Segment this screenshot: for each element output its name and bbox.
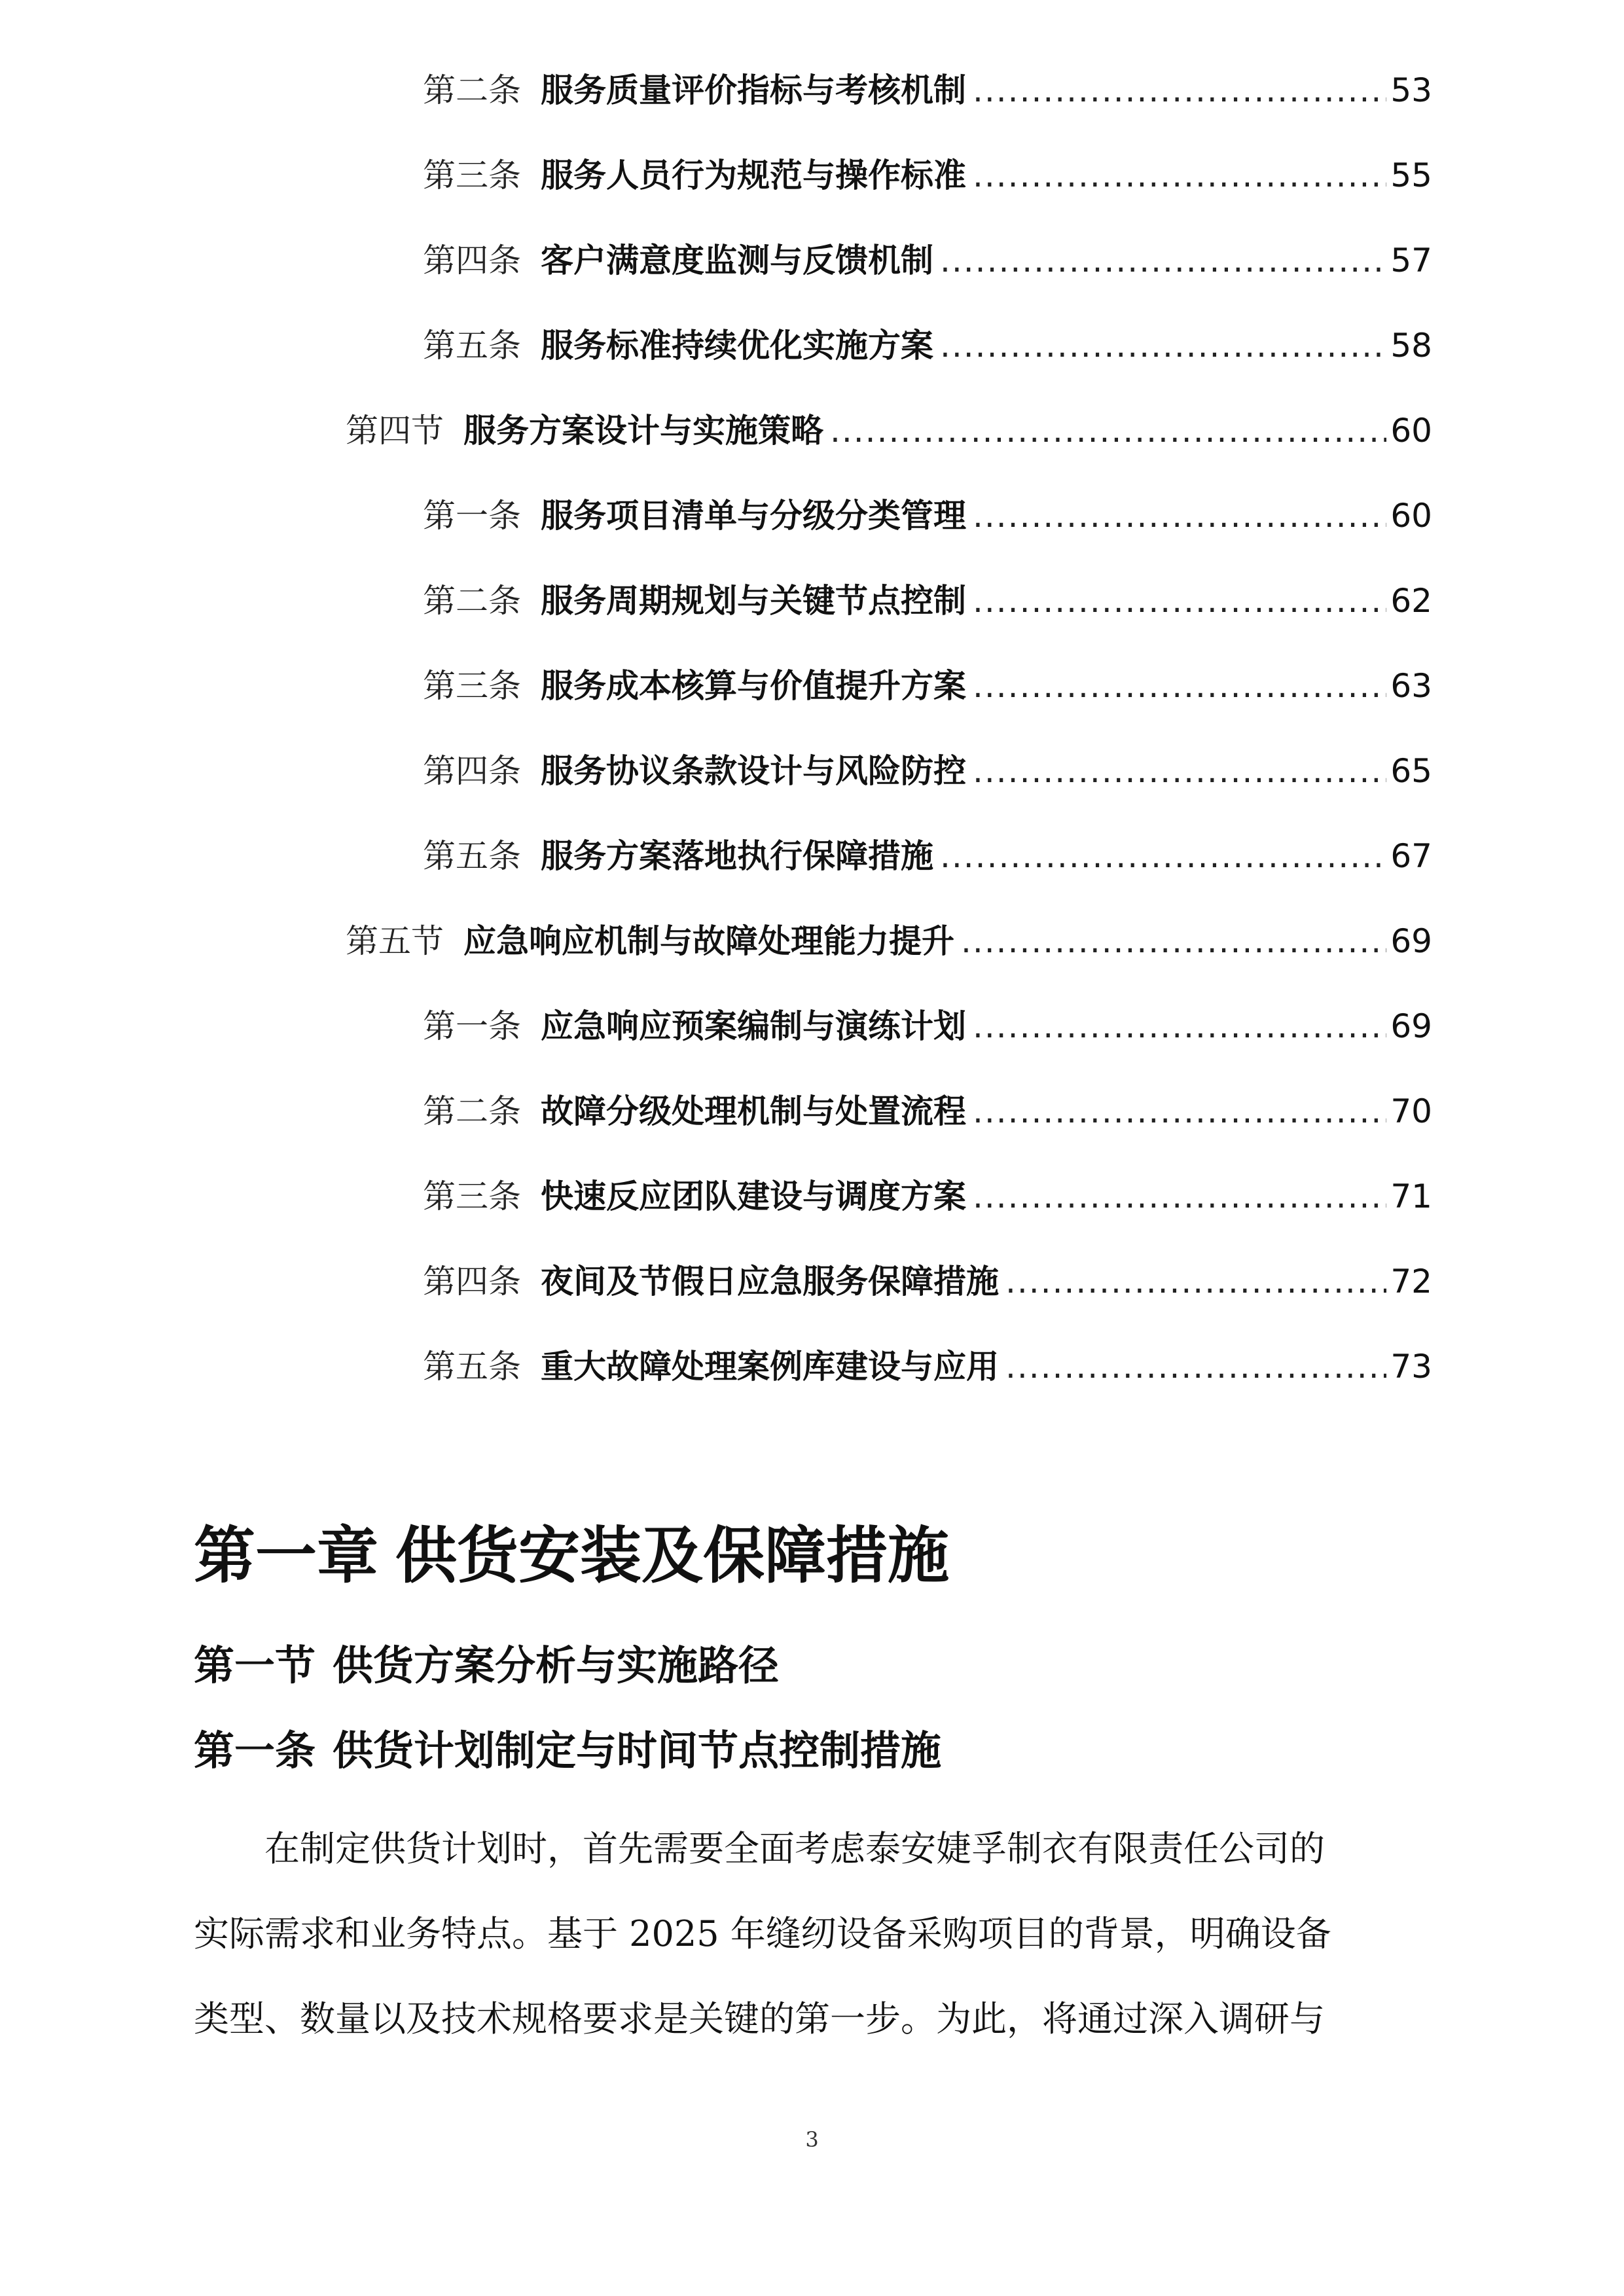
toc-entry[interactable]	[423, 149, 1432, 202]
body-line: 实际需求和业务特点。基于 2025 年缝纫设备采购项目的背景，明确设备	[194, 1913, 1331, 1954]
toc-entry-page: 72	[1390, 1263, 1432, 1300]
toc-entry[interactable]	[423, 1170, 1432, 1223]
toc-entry[interactable]	[423, 234, 1432, 287]
toc-leader-dots	[973, 1000, 1386, 1052]
toc-leader-dots	[973, 1170, 1386, 1223]
toc-entry-number: 第一条	[423, 497, 521, 535]
toc-entry[interactable]	[423, 64, 1432, 117]
toc-entry-number: 第二条	[423, 71, 521, 109]
toc-entry-title: 客户满意度监测与反馈机制	[541, 242, 933, 279]
toc-entry-page: 63	[1390, 667, 1432, 705]
toc-entry-number: 第四条	[423, 752, 521, 790]
toc-entry-title: 服务周期规划与关键节点控制	[541, 582, 966, 620]
toc-entry-number: 第二条	[423, 582, 521, 620]
toc-leader-dots	[973, 575, 1386, 627]
toc-entry[interactable]	[346, 915, 1432, 967]
toc-entry-title: 应急响应机制与故障处理能力提升	[463, 922, 954, 960]
toc-entry-title: 服务项目清单与分级分类管理	[541, 497, 966, 535]
section-heading	[194, 1636, 779, 1695]
toc-entry[interactable]	[346, 404, 1432, 457]
toc-leader-dots	[940, 234, 1386, 287]
toc-leader-dots	[973, 64, 1386, 117]
toc-entry-title: 故障分级处理机制与处置流程	[541, 1092, 966, 1130]
toc-entry[interactable]	[423, 575, 1432, 627]
toc-entry-page: 69	[1390, 1007, 1432, 1045]
body-line: 类型、数量以及技术规格要求是关键的第一步。为此，将通过深入调研与	[194, 1998, 1325, 2039]
toc-entry-title: 服务成本核算与价值提升方案	[541, 667, 966, 705]
toc-entry-number: 第四条	[423, 1263, 521, 1300]
toc-entry-page: 70	[1390, 1092, 1432, 1130]
article-number: 第一条	[194, 1727, 316, 1774]
toc-entry-page: 57	[1390, 242, 1432, 279]
toc-leader-dots	[973, 660, 1386, 712]
toc-entry[interactable]	[423, 1000, 1432, 1052]
toc-leader-dots	[1005, 1340, 1386, 1393]
toc-entry-number: 第一条	[423, 1007, 521, 1045]
toc-entry-page: 55	[1390, 156, 1432, 194]
toc-leader-dots	[1005, 1255, 1386, 1308]
toc-entry[interactable]	[423, 660, 1432, 712]
toc-entry-number: 第五条	[423, 837, 521, 875]
toc-entry[interactable]	[423, 490, 1432, 542]
toc-entry-page: 67	[1390, 837, 1432, 875]
toc-entry-number: 第五条	[423, 327, 521, 365]
toc-entry-number: 第三条	[423, 667, 521, 705]
toc-entry-number: 第四条	[423, 242, 521, 279]
body-paragraph	[194, 1806, 1431, 2062]
toc-entry[interactable]	[423, 830, 1432, 882]
toc-entry-page: 71	[1390, 1177, 1432, 1215]
toc-entry[interactable]	[423, 1340, 1432, 1393]
toc-entry-title: 服务协议条款设计与风险防控	[541, 752, 966, 790]
toc-entry-page: 53	[1390, 71, 1432, 109]
toc-entry-number: 第四节	[346, 412, 444, 450]
toc-entry-number: 第三条	[423, 156, 521, 194]
toc-entry[interactable]	[423, 1085, 1432, 1138]
toc-leader-dots	[830, 404, 1386, 457]
toc-entry[interactable]	[423, 319, 1432, 372]
toc-entry-page: 73	[1390, 1348, 1432, 1386]
toc-leader-dots	[940, 830, 1386, 882]
article-title: 供货计划制定与时间节点控制措施	[333, 1727, 942, 1774]
toc-entry-title: 快速反应团队建设与调度方案	[541, 1177, 966, 1215]
toc-entry[interactable]	[423, 1255, 1432, 1308]
toc-entry-title: 服务方案落地执行保障措施	[541, 837, 933, 875]
chapter-number: 第一章	[194, 1520, 379, 1592]
toc-leader-dots	[973, 149, 1386, 202]
toc-entry-title: 应急响应预案编制与演练计划	[541, 1007, 966, 1045]
toc-entry[interactable]	[423, 745, 1432, 797]
toc-entry-number: 第三条	[423, 1177, 521, 1215]
toc-entry-number: 第五节	[346, 922, 444, 960]
toc-entry-page: 62	[1390, 582, 1432, 620]
toc-entry-title: 服务方案设计与实施策略	[463, 412, 823, 450]
toc-entry-page: 60	[1390, 497, 1432, 535]
page-number: 3	[805, 2127, 819, 2152]
toc-entry-title: 服务质量评价指标与考核机制	[541, 71, 966, 109]
toc-entry-page: 58	[1390, 327, 1432, 365]
chapter-title: 供货安装及保障措施	[395, 1520, 950, 1592]
toc-leader-dots	[973, 490, 1386, 542]
section-number: 第一节	[194, 1641, 316, 1689]
toc-leader-dots	[973, 745, 1386, 797]
section-title: 供货方案分析与实施路径	[333, 1641, 780, 1689]
toc-leader-dots	[940, 319, 1386, 372]
toc-leader-dots	[961, 915, 1386, 967]
toc-entry-title: 服务标准持续优化实施方案	[541, 327, 933, 365]
toc-entry-page: 69	[1390, 922, 1432, 960]
toc-entry-page: 60	[1390, 412, 1432, 450]
toc-leader-dots	[973, 1085, 1386, 1138]
toc-entry-title: 服务人员行为规范与操作标准	[541, 156, 966, 194]
toc-entry-number: 第五条	[423, 1348, 521, 1386]
chapter-heading	[194, 1517, 949, 1596]
body-line: 在制定供货计划时，首先需要全面考虑泰安婕孚制衣有限责任公司的	[264, 1828, 1325, 1869]
toc-entry-title: 夜间及节假日应急服务保障措施	[541, 1263, 999, 1300]
toc-entry-page: 65	[1390, 752, 1432, 790]
toc-entry-title: 重大故障处理案例库建设与应用	[541, 1348, 999, 1386]
toc-entry-number: 第二条	[423, 1092, 521, 1130]
article-heading	[194, 1721, 941, 1780]
